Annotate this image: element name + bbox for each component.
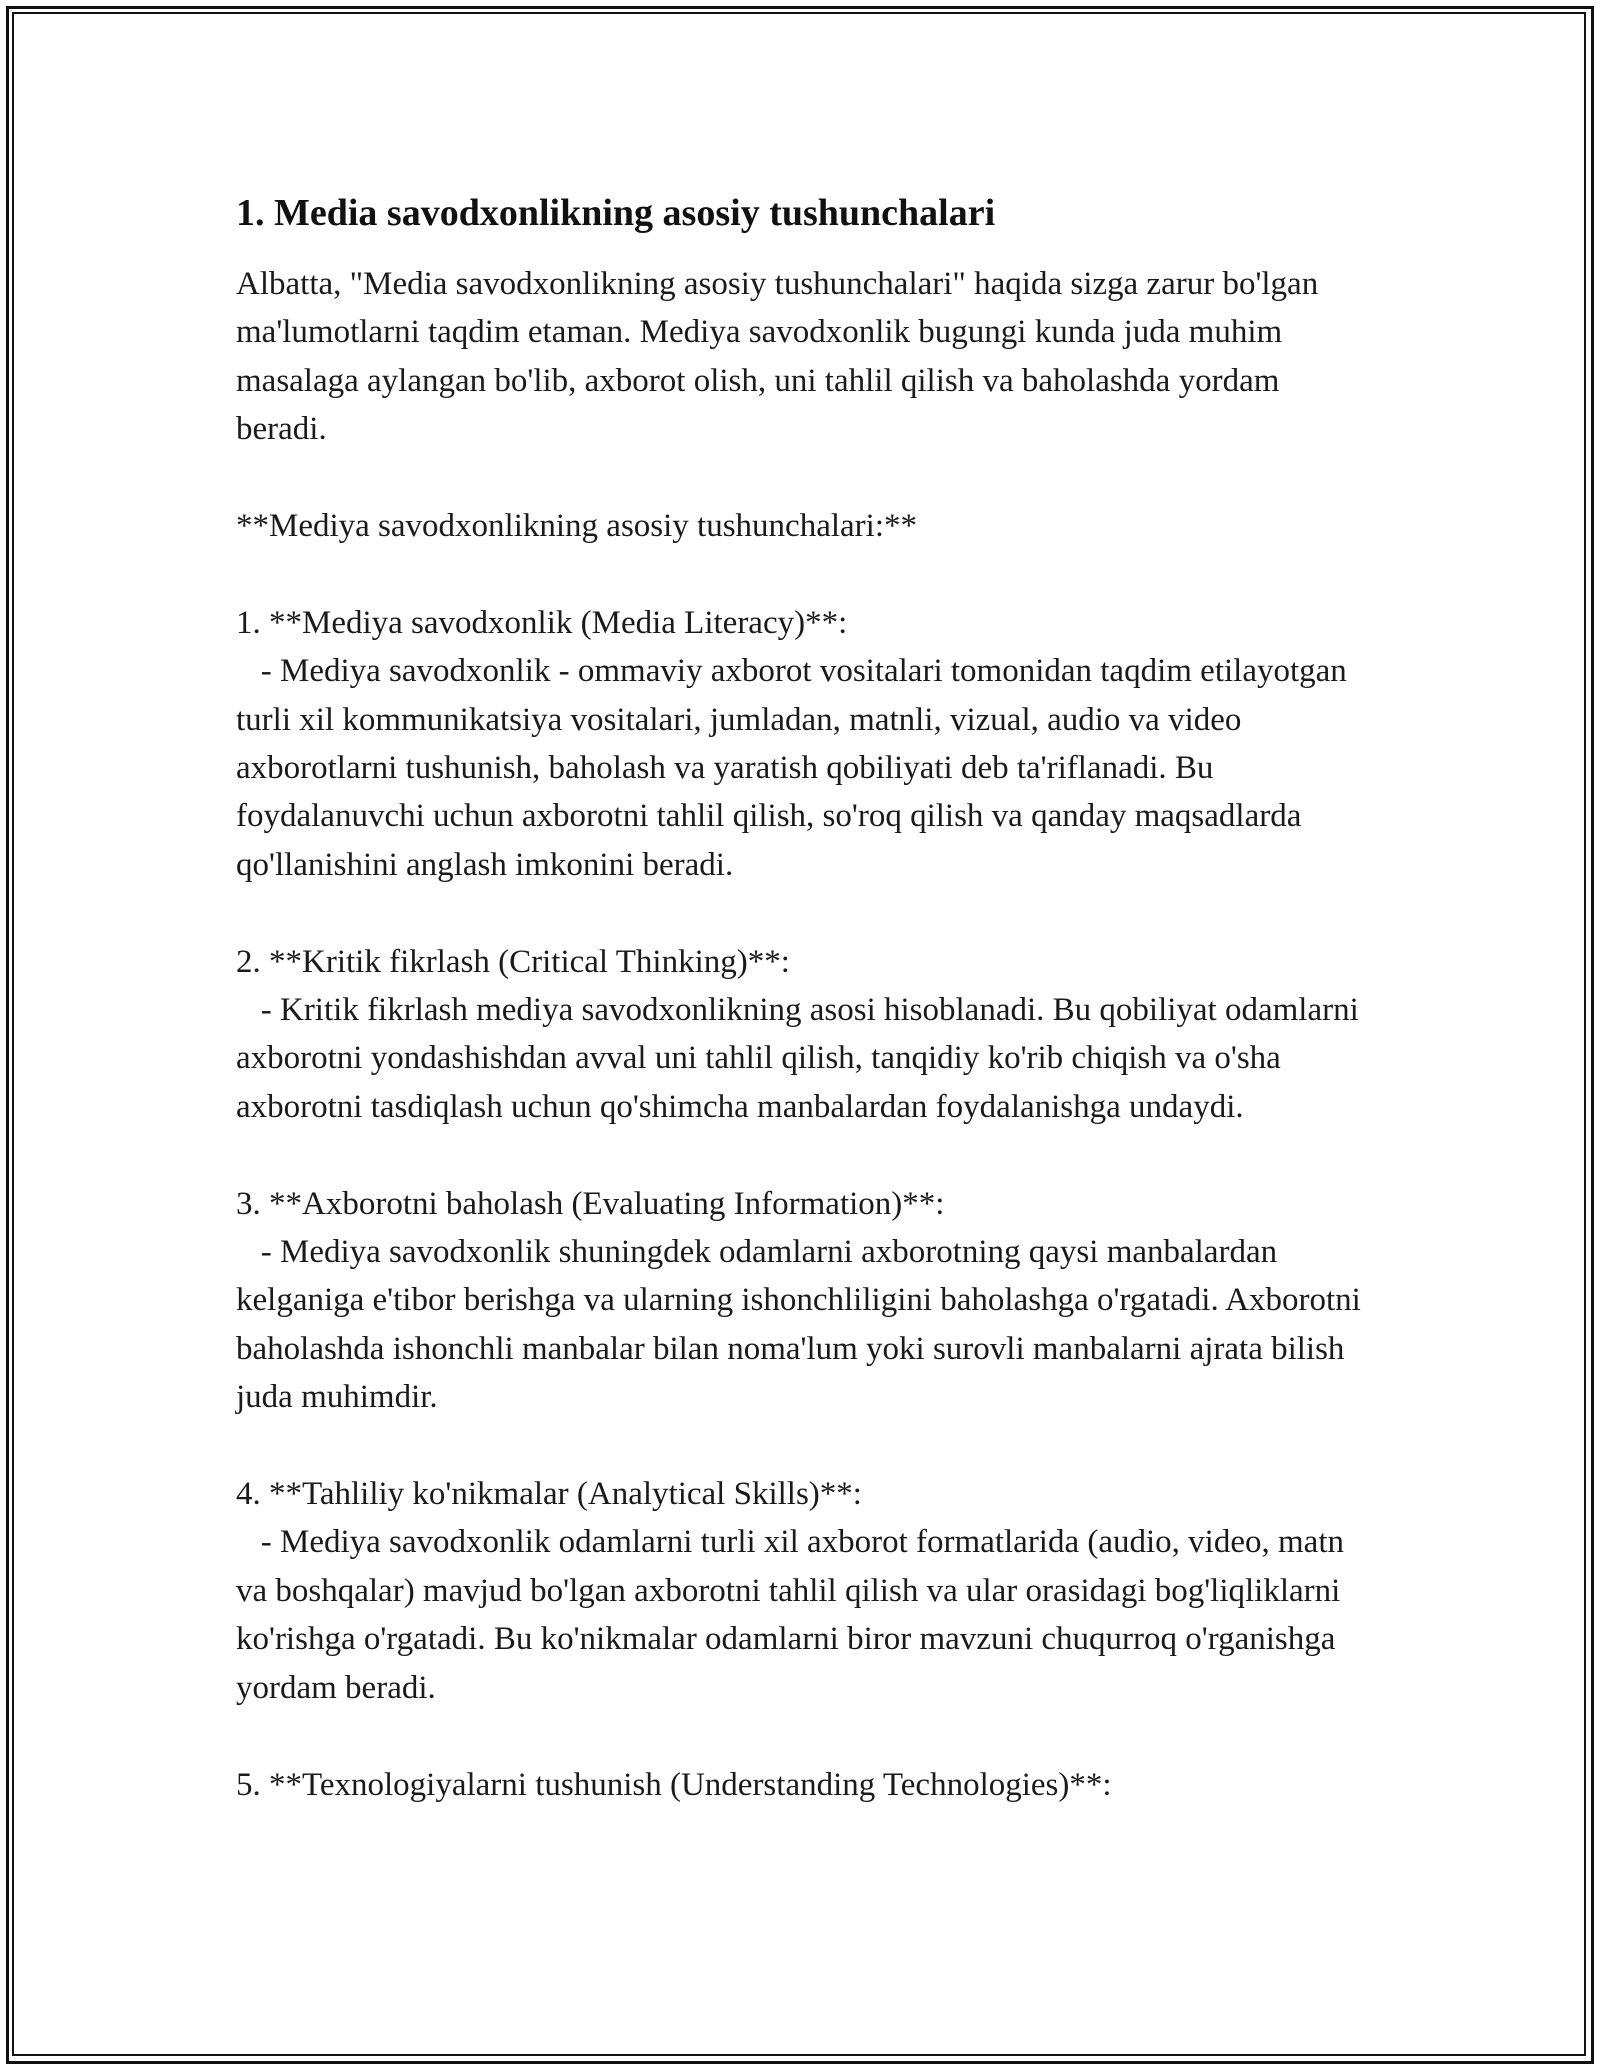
section-body: - Mediya savodxonlik shuningdek odamlarni axborotning qaysi manbalardan kelganiga e'tibor berishga va ularning ishonchliligini baholashga o'rgatadi. Axborotni baholashda ishonchli manbalar bilan noma'lum yoki surovli manbalarni ajrata bilish juda muhimdir.: [236, 1234, 1370, 1416]
document-body: [236, 186, 1370, 1809]
subheading-line: **Mediya savodxonlikning asosiy tushunchalari:**: [236, 508, 917, 545]
section-title: 1. **Mediya savodxonlik (Media Literacy)**:: [236, 604, 848, 641]
section-body: - Kritik fikrlash mediya savodxonlikning asosi hisoblanadi. Bu qobiliyat odamlarni axborotni yondashishdan avval uni tahlil qilish, tanqidiy ko'rib chiqish va o'sha axborotni tasdiqlash uchun qo'shimcha manbalardan foydalanishga undaydi.: [236, 992, 1368, 1125]
intro-paragraph: Albatta, "Media savodxonlikning asosiy tushunchalari" haqida sizga zarur bo'lgan ma'lumotlarni taqdim etaman. Mediya savodxonlik bugungi kunda juda muhim masalaga aylangan bo'lib, axborot olish, uni tahlil qilish va baholashda yordam beradi.: [236, 266, 1327, 448]
paragraph-gap: [236, 1712, 1366, 1760]
section-1: [236, 599, 1366, 889]
section-body: - Mediya savodxonlik - ommaviy axborot vositalari tomonidan taqdim etilayotgan turli xil kommunikatsiya vositalari, jumladan, matnli, vizual, audio va video axborotlarni tushunish, baholash va yaratish qobiliyati deb ta'riflanadi. Bu foydalanuvchi uchun axborotni tahlil qilish, so'roq qilish va qanday maqsadlarda qo'llanishini anglash imkonini beradi.: [236, 653, 1356, 883]
section-5: [236, 1761, 1366, 1809]
section-title: 3. **Axborotni baholash (Evaluating Information)**:: [236, 1185, 945, 1222]
paragraph-gap: [236, 550, 1366, 598]
document-heading: 1. Media savodxonlikning asosiy tushunchalari: [236, 192, 996, 234]
paragraph-gap: [236, 889, 1366, 937]
paragraph-gap: [236, 1131, 1366, 1179]
section-3: [236, 1180, 1370, 1422]
paragraph-gap: [236, 1422, 1366, 1470]
section-title: 4. **Tahliliy ko'nikmalar (Analytical Skills)**:: [236, 1476, 862, 1513]
section-title: 2. **Kritik fikrlash (Critical Thinking)**:: [236, 943, 790, 980]
section-title: 5. **Texnologiyalarni tushunish (Understanding Technologies)**:: [236, 1766, 1112, 1803]
section-2: [236, 938, 1366, 1132]
section-body: - Mediya savodxonlik odamlarni turli xil axborot formatlarida (audio, video, matn va boshqalar) mavjud bo'lgan axborotni tahlil qilish va ular orasidagi bog'liqliklarni ko'rishga o'rgatadi. Bu ko'nikmalar odamlarni biror mavzuni chuqurroq o'rganishga yordam beradi.: [236, 1524, 1353, 1706]
paragraph-gap: [236, 454, 1366, 502]
section-4: [236, 1470, 1366, 1712]
